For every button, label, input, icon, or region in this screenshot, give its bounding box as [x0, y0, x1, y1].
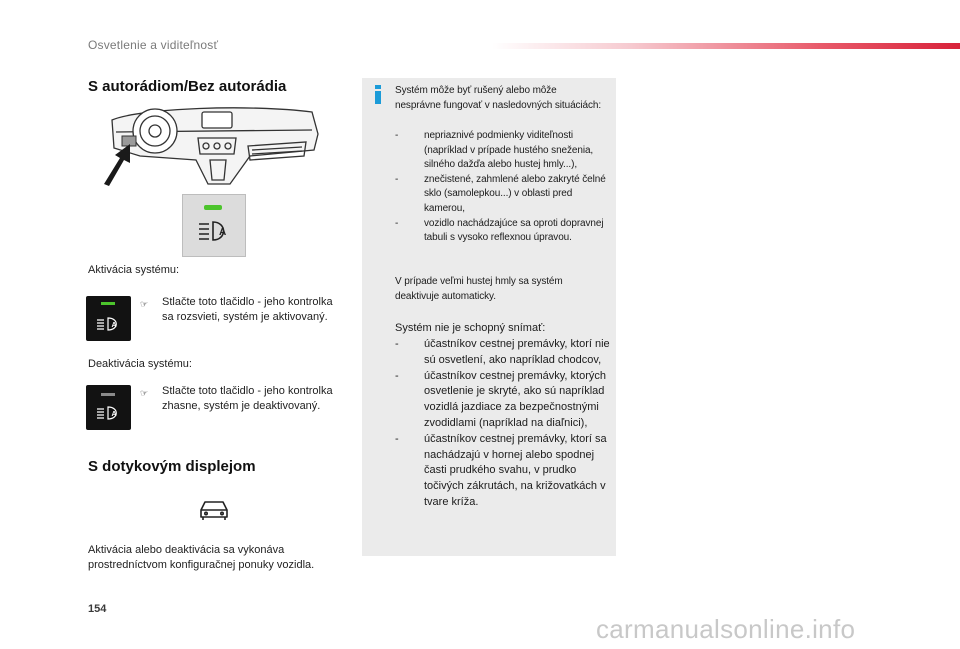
- info-intro-2: Systém nie je schopný snímať:: [395, 322, 546, 334]
- list-item: - účastníkov cestnej premávky, ktorí nie sú osvetlení, ako napríklad chodcov,: [395, 338, 610, 366]
- touchscreen-text: Aktivácia alebo deaktivácia sa vykonáva prostredníctvom konfiguračnej ponuky vozidla.: [88, 544, 315, 571]
- button-activated-icon: [86, 296, 131, 341]
- list-item: - účastníkov cestnej premávky, ktorých osvetlenie je skryté, ako sú napríklad vozidlá jazdiace za bezpečnostnými zvodidlami (napríklad na diaľnici),: [395, 369, 606, 429]
- indicator-off-icon: [101, 393, 115, 396]
- section-title-touchscreen: S dotykovým displejom: [88, 458, 256, 475]
- auto-high-beam-icon: [96, 317, 122, 331]
- section-header-title: Osvetlenie a viditeľnosť: [88, 38, 219, 52]
- dashboard-illustration: [100, 104, 322, 188]
- list-item: - vozidlo nachádzajúce sa oproti dopravnej tabuli s vysoko reflexnou úpravou.: [395, 217, 604, 244]
- info-list-2: [395, 337, 610, 511]
- fog-note: V prípade veľmi hustej hmly sa systém deaktivuje automaticky.: [395, 276, 563, 302]
- auto-high-beam-icon: [197, 219, 231, 243]
- activation-label: Aktivácia systému:: [88, 264, 180, 276]
- info-intro: Systém môže byť rušený alebo môže nesprávne fungovať v nasledovných situáciách:: [395, 85, 602, 111]
- page-number: 154: [88, 603, 107, 615]
- button-closeup: [182, 194, 246, 257]
- pointer-bullet-icon: ☞: [140, 388, 149, 398]
- deactivation-instruction: [140, 384, 340, 414]
- deactivation-label: Deaktivácia systému:: [88, 358, 192, 370]
- deactivation-text: Stlačte toto tlačidlo - jeho kontrolka zhasne, systém je deaktivovaný.: [162, 385, 333, 412]
- list-item: - znečistené, zahmlené alebo zakryté čelné sklo (samolepkou...) v oblasti pred kamerou,: [395, 173, 606, 214]
- section-title-radio: S autorádiom/Bez autorádia: [88, 78, 287, 95]
- watermark: carmanualsonline.info: [596, 614, 856, 644]
- svg-text:A: A: [111, 322, 117, 329]
- info-list-1: [395, 129, 610, 246]
- indicator-on-icon: [101, 302, 115, 305]
- button-deactivated-icon: [86, 385, 131, 430]
- car-settings-icon: [198, 499, 230, 521]
- info-icon: [373, 85, 383, 104]
- svg-text:A: A: [111, 411, 117, 418]
- activation-text: Stlačte toto tlačidlo - jeho kontrolka sa rozsvieti, systém je aktivovaný.: [162, 296, 333, 323]
- auto-high-beam-icon: [96, 406, 122, 420]
- pointer-bullet-icon: ☞: [140, 299, 149, 309]
- header-accent-bar: [492, 43, 960, 49]
- indicator-light-on: [204, 205, 222, 210]
- list-item: - účastníkov cestnej premávky, ktorí sa nachádzajú v hornej alebo spodnej časti prudkého svahu, v prudko točivých zákrutách, na križovatkách v tvare kríža.: [395, 432, 607, 508]
- svg-text:A: A: [219, 227, 227, 238]
- list-item: - nepriaznivé podmienky viditeľnosti (napríklad v prípade hustého sneženia, silného dažďa alebo hustej hmly...),: [395, 130, 594, 171]
- activation-instruction: [140, 295, 340, 325]
